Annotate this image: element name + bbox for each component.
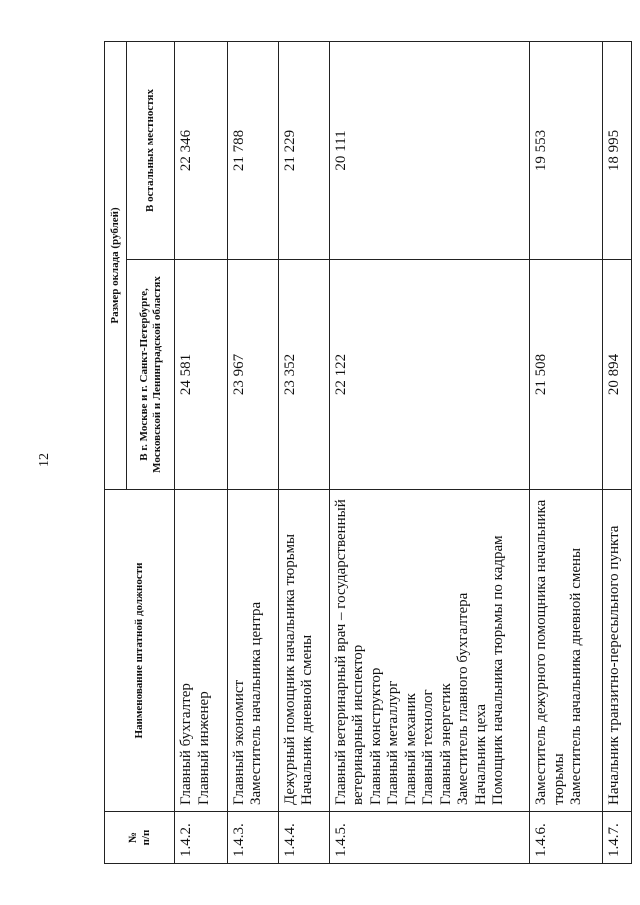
position-name: Дежурный помощник начальника тюрьмы bbox=[281, 533, 298, 805]
row-positions bbox=[278, 490, 329, 812]
row-number: 1.4.7. bbox=[603, 812, 632, 864]
position-name: Главный конструктор bbox=[367, 667, 384, 805]
row-positions bbox=[329, 490, 530, 812]
position-name: Главный энергетик bbox=[437, 683, 454, 805]
table-row bbox=[603, 41, 632, 863]
salary-moscow: 20 894 bbox=[603, 260, 632, 490]
table-row bbox=[329, 41, 530, 863]
salary-other: 20 111 bbox=[329, 41, 530, 259]
position-name: Заместитель главного бухгалтера bbox=[455, 592, 472, 805]
position-name: Главный инженер bbox=[195, 691, 212, 805]
salary-other: 18 995 bbox=[603, 41, 632, 259]
position-name: Главный экономист bbox=[230, 679, 247, 805]
table-row bbox=[278, 41, 329, 863]
page-number: 12 bbox=[37, 453, 52, 467]
salary-moscow: 23 967 bbox=[227, 260, 278, 490]
salary-other: 22 346 bbox=[175, 41, 228, 259]
position-name: Заместитель начальника дневной смены bbox=[568, 547, 585, 805]
salary-other: 21 229 bbox=[278, 41, 329, 259]
position-name: Главный металлург bbox=[385, 680, 402, 805]
salary-moscow: 24 581 bbox=[175, 260, 228, 490]
position-name: Главный технолог bbox=[420, 689, 437, 805]
position-name: Главный ветеринарный врач – государственный ветеринарный инспектор bbox=[332, 499, 367, 805]
position-name: Помощник начальника тюрьмы по кадрам bbox=[490, 535, 507, 805]
table-row bbox=[227, 41, 278, 863]
row-positions bbox=[227, 490, 278, 812]
table-row bbox=[530, 41, 603, 863]
row-number: 1.4.2. bbox=[175, 812, 228, 864]
header-other: В остальных местностях bbox=[127, 41, 175, 259]
position-name: Начальник цеха bbox=[472, 703, 489, 805]
header-number: № п/п bbox=[105, 812, 175, 864]
header-moscow: В г. Москве и г. Санкт-Петербурге, Московской и Ленинградской областях bbox=[127, 260, 175, 490]
salary-other: 19 553 bbox=[530, 41, 603, 259]
rotated-table-wrapper bbox=[104, 42, 632, 864]
row-positions bbox=[530, 490, 603, 812]
salary-moscow: 22 122 bbox=[329, 260, 530, 490]
position-name: Главный механик bbox=[402, 693, 419, 805]
table-row bbox=[175, 41, 228, 863]
position-name: Главный бухгалтер bbox=[178, 683, 194, 805]
row-number: 1.4.6. bbox=[530, 812, 603, 864]
position-name: Начальник дневной смены bbox=[299, 634, 316, 805]
salary-table bbox=[104, 41, 632, 864]
row-number: 1.4.5. bbox=[329, 812, 530, 864]
row-positions bbox=[175, 490, 228, 812]
salary-moscow: 21 508 bbox=[530, 260, 603, 490]
salary-other: 21 788 bbox=[227, 41, 278, 259]
position-name: Заместитель начальника центра bbox=[248, 601, 265, 805]
header-position: Наименование штатной должности bbox=[105, 490, 175, 812]
header-salary: Размер оклада (рублей) bbox=[105, 41, 127, 489]
position-name: Начальник транзитно-пересыльного пункта bbox=[606, 525, 623, 805]
row-number: 1.4.3. bbox=[227, 812, 278, 864]
salary-moscow: 23 352 bbox=[278, 260, 329, 490]
row-number: 1.4.4. bbox=[278, 812, 329, 864]
row-positions bbox=[603, 490, 632, 812]
position-name: Заместитель дежурного помощника начальника тюрьмы bbox=[533, 499, 567, 805]
